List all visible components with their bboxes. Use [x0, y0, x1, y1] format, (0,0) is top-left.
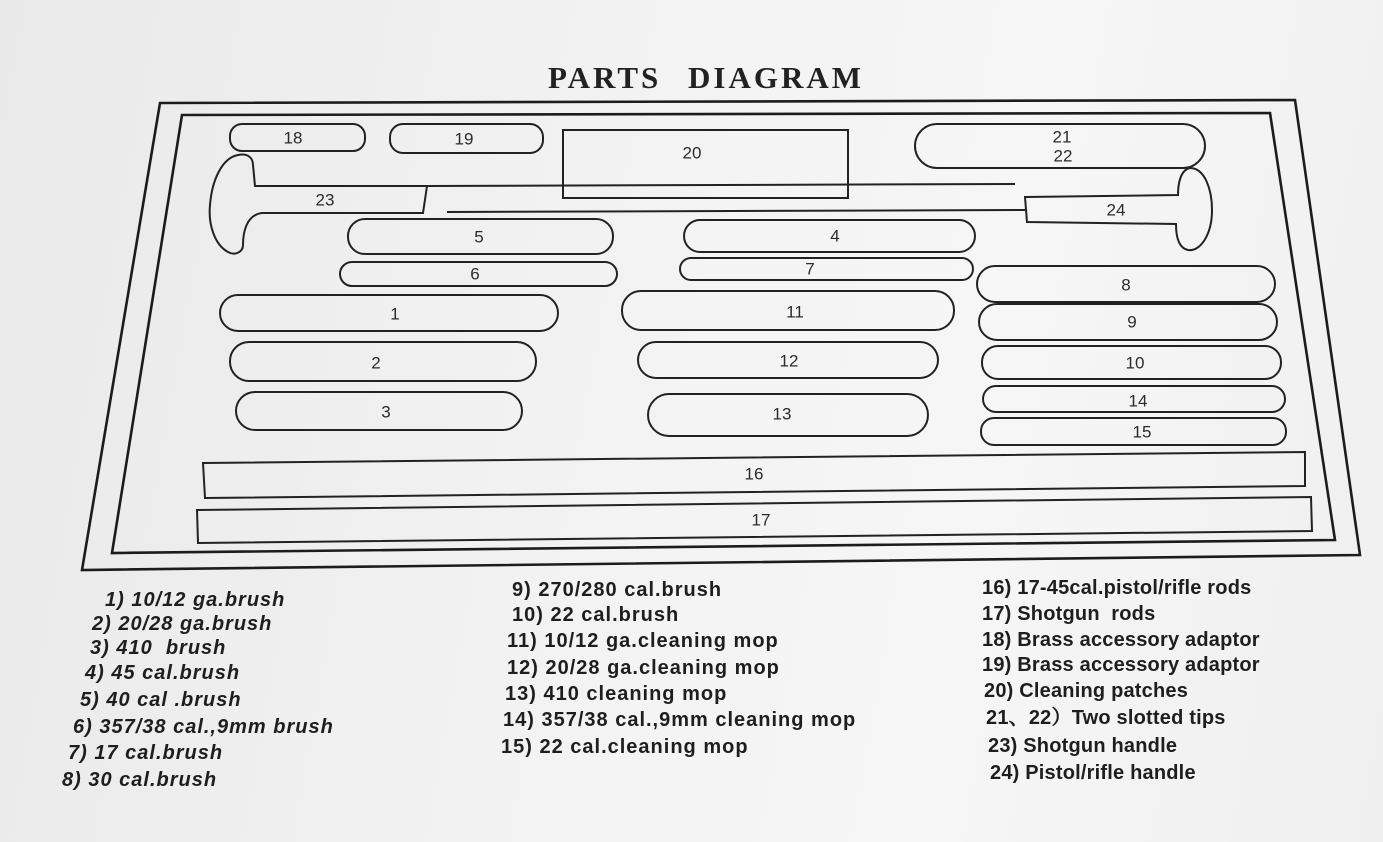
part-20-label: 20 — [682, 143, 702, 163]
part-14-slot — [983, 386, 1285, 412]
legend-item-13: 13) 410 cleaning mop — [505, 683, 728, 705]
part-21-22-slot — [915, 124, 1205, 168]
legend-item-9: 9) 270/280 cal.brush — [512, 579, 723, 601]
part-1-slot — [220, 295, 558, 331]
legend-item-1: 1) 10/12 ga.brush — [105, 589, 286, 611]
part-18-slot — [230, 124, 365, 151]
part-13-slot — [648, 394, 928, 436]
part-12-label: 12 — [779, 351, 799, 371]
legend-item-4: 4) 45 cal.brush — [85, 662, 241, 684]
legend-item-11: 11) 10/12 ga.cleaning mop — [507, 630, 779, 652]
part-6-slot — [340, 262, 617, 286]
part-8-slot — [977, 266, 1275, 302]
legend-item-17: 17) Shotgun rods — [982, 603, 1156, 625]
legend-item-23: 23) Shotgun handle — [988, 735, 1178, 757]
part-19-label: 19 — [454, 129, 474, 149]
part-17-label: 17 — [751, 510, 771, 530]
legend-item-10: 10) 22 cal.brush — [512, 604, 680, 626]
part-3-slot — [236, 392, 522, 430]
part-18-label: 18 — [283, 128, 303, 148]
legend-item-3: 3) 410 brush — [90, 637, 227, 659]
part-15-label: 15 — [1132, 422, 1152, 442]
part-4-label: 4 — [830, 226, 840, 246]
legend-item-19: 19) Brass accessory adaptor — [982, 654, 1260, 676]
part-10-label: 10 — [1125, 353, 1145, 373]
part-7-label: 7 — [805, 259, 815, 279]
part-2-slot — [230, 342, 536, 381]
part-9-slot — [979, 304, 1277, 340]
legend-item-15: 15) 22 cal.cleaning mop — [501, 736, 749, 758]
part-8-label: 8 — [1121, 275, 1131, 295]
part-1-label: 1 — [390, 304, 400, 324]
legend-item-8: 8) 30 cal.brush — [62, 769, 218, 791]
part-4-slot — [684, 220, 975, 252]
part-17-slot — [197, 497, 1312, 543]
part-16-label: 16 — [744, 464, 764, 484]
legend-item-2: 2) 20/28 ga.brush — [92, 613, 273, 635]
legend-item-16: 16) 17-45cal.pistol/rifle rods — [982, 577, 1252, 599]
legend-item-21-22: 21、22）Two slotted tips — [986, 707, 1226, 729]
shotgun-rod-line — [427, 184, 1015, 186]
legend-item-24: 24) Pistol/rifle handle — [990, 762, 1196, 784]
part-12-slot — [638, 342, 938, 378]
part-14-label: 14 — [1128, 391, 1148, 411]
legend-item-12: 12) 20/28 ga.cleaning mop — [507, 657, 780, 679]
part-21-label: 21 — [1052, 127, 1072, 147]
part-6-label: 6 — [470, 264, 480, 284]
part-15-slot — [981, 418, 1286, 445]
part-13-label: 13 — [772, 404, 792, 424]
legend-item-5: 5) 40 cal .brush — [80, 689, 242, 711]
legend-item-6: 6) 357/38 cal.,9mm brush — [73, 716, 334, 738]
part-5-label: 5 — [474, 227, 484, 247]
pistol-rod-line — [447, 210, 1025, 212]
part-5-slot — [348, 219, 613, 254]
part-20-slot — [563, 130, 848, 198]
part-9-label: 9 — [1127, 312, 1137, 332]
part-24-label: 24 — [1106, 200, 1126, 220]
legend-item-18: 18) Brass accessory adaptor — [982, 629, 1260, 651]
part-2-label: 2 — [371, 353, 381, 373]
part-22-label: 22 — [1053, 146, 1073, 166]
part-3-label: 3 — [381, 402, 391, 422]
part-7-slot — [680, 258, 973, 280]
part-11-slot — [622, 291, 954, 330]
legend-item-7: 7) 17 cal.brush — [68, 742, 224, 764]
page-title: PARTS DIAGRAM — [548, 60, 864, 95]
part-11-label: 11 — [786, 302, 804, 322]
legend-item-14: 14) 357/38 cal.,9mm cleaning mop — [503, 709, 857, 731]
part-23-label: 23 — [315, 190, 335, 210]
part-10-slot — [982, 346, 1281, 379]
legend-item-20: 20) Cleaning patches — [984, 680, 1189, 702]
part-16-slot — [203, 452, 1305, 498]
part-19-slot — [390, 124, 543, 153]
